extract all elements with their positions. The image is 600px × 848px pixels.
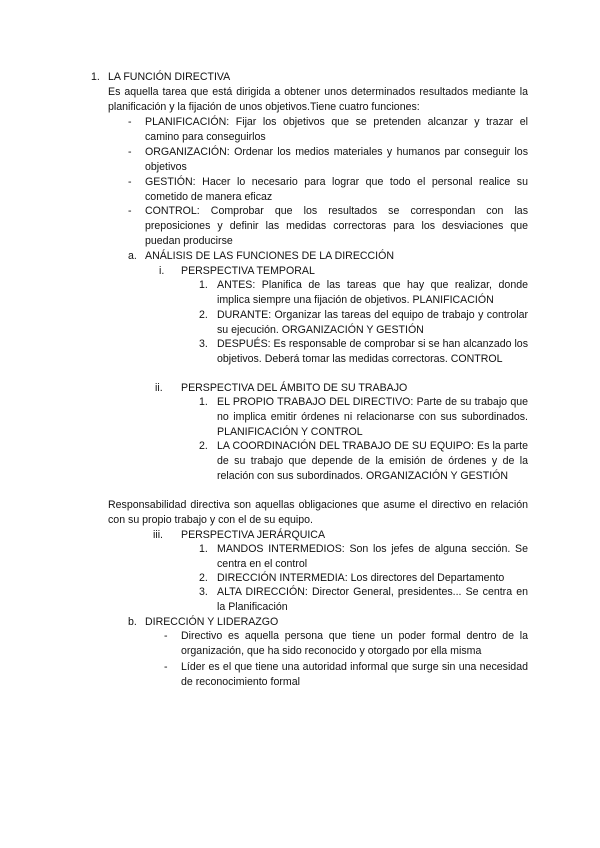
temporal-item-despues: DESPUÉS: Es responsable de comprobar si se han alcanzado los objetivos. Deberá tomar las medidas correctoras. CONTROL <box>217 338 528 365</box>
ambito-item-number: 1. <box>199 396 208 408</box>
function-organizacion: ORGANIZACIÓN: Ordenar los medios materiales y humanos par conseguir los objetivos <box>145 146 528 173</box>
perspective-i-marker: i. <box>159 265 165 277</box>
temporal-item-number: 2. <box>199 309 208 321</box>
function-control: CONTROL: Comprobar que los resultados se correspondan con las preposiciones y definir las medidas correctoras para los desviaciones que puedan producirse <box>145 205 528 247</box>
perspective-ii-marker: ii. <box>155 382 163 394</box>
jerarquica-item-number: 2. <box>199 572 208 584</box>
temporal-item-number: 1. <box>199 279 208 291</box>
section-b-marker: b. <box>128 616 137 628</box>
jerarquica-item-number: 1. <box>199 543 208 555</box>
responsabilidad-paragraph: Responsabilidad directiva son aquellas obligaciones que asume el directivo en relación con su propio trabajo y con el de su equipo. <box>108 499 528 526</box>
section-b-title: DIRECCIÓN Y LIDERAZGO <box>145 616 279 628</box>
dash-bullet: - <box>164 661 168 673</box>
jerarquica-item-number: 3. <box>199 586 208 598</box>
dash-bullet: - <box>164 630 168 642</box>
dash-bullet: - <box>128 116 132 128</box>
liderazgo-lider: Líder es el que tiene una autoridad informal que surge sin una necesidad de reconocimiento formal <box>181 661 528 688</box>
function-planificacion: PLANIFICACIÓN: Fijar los objetivos que se pretenden alcanzar y trazar el camino para conseguirlos <box>145 116 528 143</box>
section-a-marker: a. <box>128 250 137 262</box>
jerarquica-item-alta-direccion: ALTA DIRECCIÓN: Director General, presidentes... Se centra en la Planificación <box>217 586 528 613</box>
perspective-iii-title: PERSPECTIVA JERÁRQUICA <box>181 529 326 541</box>
ambito-item-number: 2. <box>199 440 208 452</box>
ambito-item-propio-trabajo: EL PROPIO TRABAJO DEL DIRECTIVO: Parte de su trabajo que no implica emitir órdenes ni relacionarse con sus subordinados. PLANIFICACIÓN Y CONTROL <box>217 396 528 438</box>
dash-bullet: - <box>128 146 132 158</box>
heading-title: LA FUNCIÓN DIRECTIVA <box>108 71 231 83</box>
section-a-title: ANÁLISIS DE LAS FUNCIONES DE LA DIRECCIÓN <box>145 250 395 262</box>
dash-bullet: - <box>128 176 132 188</box>
temporal-item-number: 3. <box>199 338 208 350</box>
perspective-iii-marker: iii. <box>153 529 164 541</box>
function-gestion: GESTIÓN: Hacer lo necesario para lograr que todo el personal realice su cometido de manera eficaz <box>145 176 528 203</box>
liderazgo-directivo: Directivo es aquella persona que tiene un poder formal dentro de la organización, que ha sido reconocido y otorgado por ella misma <box>181 630 528 657</box>
ambito-item-coordinacion: LA COORDINACIÓN DEL TRABAJO DE SU EQUIPO: Es la parte de su trabajo que depende de la emisión de órdenes y de la relación con sus subordinados. ORGANIZACIÓN Y GESTIÓN <box>217 440 528 482</box>
perspective-ii-title: PERSPECTIVA DEL ÁMBITO DE SU TRABAJO <box>181 382 408 394</box>
perspective-i-title: PERSPECTIVA TEMPORAL <box>181 265 315 277</box>
jerarquica-item-mandos: MANDOS INTERMEDIOS: Son los jefes de alguna sección. Se centra en el control <box>217 543 528 570</box>
heading-number: 1. <box>91 71 100 83</box>
intro-paragraph: Es aquella tarea que está dirigida a obtener unos determinados resultados mediante la planificación y la fijación de unos objetivos.Tiene cuatro funciones: <box>108 86 528 113</box>
jerarquica-item-direccion-intermedia: DIRECCIÓN INTERMEDIA: Los directores del Departamento <box>217 572 505 584</box>
temporal-item-durante: DURANTE: Organizar las tareas del equipo de trabajo y controlar su ejecución. ORGANIZACIÓN Y GESTIÓN <box>217 309 528 336</box>
dash-bullet: - <box>128 205 132 217</box>
temporal-item-antes: ANTES: Planifica de las tareas que hay que realizar, donde implica siempre una fijación de objetivos. PLANIFICACIÓN <box>217 279 528 306</box>
